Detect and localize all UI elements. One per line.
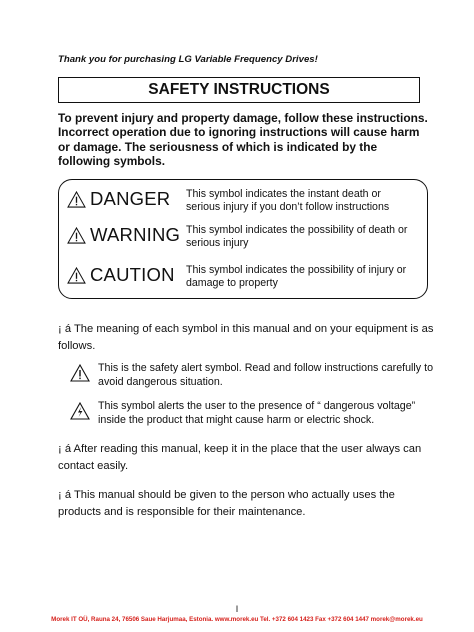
warning-row xyxy=(59,220,427,256)
caution-description: This symbol indicates the possibility of injury or damage to property xyxy=(186,264,407,290)
symbol-legend-box xyxy=(58,179,428,299)
warning-description: This symbol indicates the possibility of death or serious injury xyxy=(186,224,408,250)
danger-word: DANGER xyxy=(90,188,171,209)
dangerous-voltage-icon xyxy=(70,402,90,420)
safety-alert-row xyxy=(70,362,440,392)
dangerous-voltage-text: This symbol alerts the user to the presence of “ dangerous voltage” inside the product that might cause harm or electric shock. xyxy=(98,400,416,426)
safety-alert-icon xyxy=(70,364,90,382)
warning-triangle-icon xyxy=(67,227,86,244)
thanks-line: Thank you for purchasing LG Variable Frequency Drives! xyxy=(58,54,318,65)
page-number: I xyxy=(235,604,239,614)
intro-paragraph: To prevent injury and property damage, follow these instructions. Incorrect operation due to ignoring instructions will cause harm or damage. The seriousness of which is indicated by the following symbols. xyxy=(58,111,428,168)
danger-label xyxy=(67,188,170,210)
caution-word: CAUTION xyxy=(90,264,175,285)
warning-word: WARNING xyxy=(90,224,181,245)
dangerous-voltage-row xyxy=(70,400,440,430)
danger-description: This symbol indicates the instant death or serious injury if you don’t follow instructions xyxy=(186,188,390,214)
after-reading-paragraph: ¡ á After reading this manual, keep it in the place that the user always can contact easily. xyxy=(58,443,422,472)
warning-label xyxy=(67,224,180,246)
warning-triangle-icon xyxy=(67,191,86,208)
page-title: SAFETY INSTRUCTIONS xyxy=(58,77,420,103)
footer-contact: Morek IT OÜ, Rauna 24, 76506 Saue Harjumaa, Estonia. www.morek.eu Tel. +372 604 1423 Fax +372 604 1447 morek@morek.eu xyxy=(51,616,423,623)
caution-row xyxy=(59,260,427,296)
safety-alert-text: This is the safety alert symbol. Read and follow instructions carefully to avoid dangerous situation. xyxy=(98,362,434,388)
danger-row xyxy=(59,184,427,220)
meaning-paragraph: ¡ á The meaning of each symbol in this manual and on your equipment is as follows. xyxy=(58,323,434,352)
caution-label xyxy=(67,264,175,286)
manual-given-paragraph: ¡ á This manual should be given to the person who actually uses the products and is responsible for their maintenance. xyxy=(58,489,395,518)
warning-triangle-icon xyxy=(67,267,86,284)
